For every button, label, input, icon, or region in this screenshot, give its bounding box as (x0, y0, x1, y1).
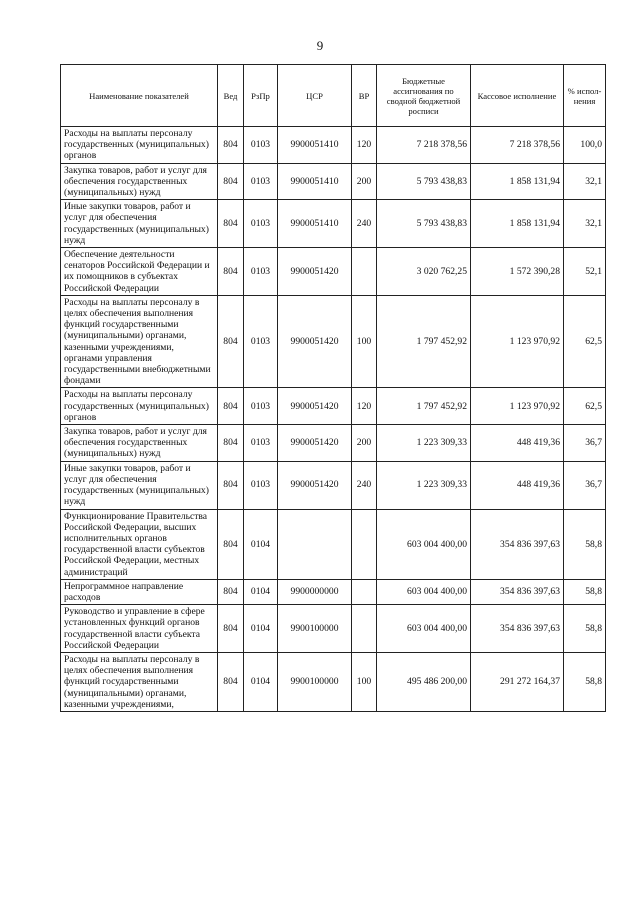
header-percent: % испол-нения (564, 65, 606, 127)
table-row (61, 200, 606, 248)
cell-rzpr: 0104 (244, 579, 278, 604)
cell-cash: 1 572 390,28 (471, 248, 564, 296)
cell-rzpr: 0103 (244, 127, 278, 164)
cell-budget: 1 797 452,92 (377, 295, 471, 388)
cell-vr: 120 (352, 127, 377, 164)
cell-ved: 804 (218, 295, 244, 388)
cell-name: Обеспечение деятельности сенаторов Российской Федерации и их помощников в субъектах Российской Федерации (61, 248, 218, 296)
cell-csr: 9900100000 (278, 605, 352, 653)
cell-csr: 9900051420 (278, 461, 352, 509)
cell-vr: 240 (352, 461, 377, 509)
cell-name: Расходы на выплаты персоналу государственных (муниципальных) органов (61, 388, 218, 425)
header-csr: ЦСР (278, 65, 352, 127)
cell-percent: 36,7 (564, 425, 606, 462)
cell-cash: 291 272 164,37 (471, 652, 564, 711)
cell-csr: 9900000000 (278, 579, 352, 604)
cell-ved: 804 (218, 127, 244, 164)
cell-budget: 1 223 309,33 (377, 425, 471, 462)
cell-rzpr: 0104 (244, 509, 278, 579)
cell-vr: 200 (352, 163, 377, 200)
cell-name: Иные закупки товаров, работ и услуг для обеспечения государственных (муниципальных) нужд (61, 461, 218, 509)
table-row (61, 295, 606, 388)
page-number: 9 (316, 38, 324, 53)
table-row (61, 461, 606, 509)
cell-cash: 448 419,36 (471, 425, 564, 462)
cell-cash: 1 123 970,92 (471, 295, 564, 388)
table-row (61, 127, 606, 164)
cell-rzpr: 0103 (244, 425, 278, 462)
cell-budget: 7 218 378,56 (377, 127, 471, 164)
cell-csr: 9900051410 (278, 127, 352, 164)
cell-ved: 804 (218, 461, 244, 509)
header-vr: ВР (352, 65, 377, 127)
cell-name: Закупка товаров, работ и услуг для обеспечения государственных (муниципальных) нужд (61, 425, 218, 462)
cell-ved: 804 (218, 163, 244, 200)
header-ved: Вед (218, 65, 244, 127)
cell-cash: 354 836 397,63 (471, 605, 564, 653)
cell-budget: 603 004 400,00 (377, 509, 471, 579)
table-row (61, 509, 606, 579)
cell-rzpr: 0103 (244, 295, 278, 388)
header-name: Наименование показателей (61, 65, 218, 127)
cell-percent: 58,8 (564, 509, 606, 579)
cell-name: Закупка товаров, работ и услуг для обеспечения государственных (муниципальных) нужд (61, 163, 218, 200)
cell-csr: 9900051420 (278, 425, 352, 462)
cell-ved: 804 (218, 425, 244, 462)
header-cash: Кассовое исполнение (471, 65, 564, 127)
cell-cash: 1 858 131,94 (471, 163, 564, 200)
cell-name: Функционирование Правительства Российской Федерации, высших исполнительных органов государственной власти субъектов Российской Федерации, местных администраций (61, 509, 218, 579)
cell-percent: 58,8 (564, 579, 606, 604)
cell-vr: 100 (352, 295, 377, 388)
cell-budget: 1 797 452,92 (377, 388, 471, 425)
cell-budget: 1 223 309,33 (377, 461, 471, 509)
cell-csr: 9900051410 (278, 163, 352, 200)
cell-vr: 240 (352, 200, 377, 248)
cell-rzpr: 0103 (244, 248, 278, 296)
cell-cash: 1 858 131,94 (471, 200, 564, 248)
cell-vr (352, 509, 377, 579)
cell-vr (352, 579, 377, 604)
cell-percent: 36,7 (564, 461, 606, 509)
cell-name: Расходы на выплаты персоналу в целях обеспечения выполнения функций государственными (муниципальными) органами, казенными учреждениями, (61, 652, 218, 711)
cell-rzpr: 0103 (244, 200, 278, 248)
cell-vr: 120 (352, 388, 377, 425)
cell-ved: 804 (218, 200, 244, 248)
table-row (61, 248, 606, 296)
table-row (61, 163, 606, 200)
cell-percent: 62,5 (564, 295, 606, 388)
cell-csr: 9900100000 (278, 652, 352, 711)
cell-name: Руководство и управление в сфере установленных функций органов государственной власти субъекта Российской Федерации (61, 605, 218, 653)
cell-budget: 495 486 200,00 (377, 652, 471, 711)
cell-percent: 58,8 (564, 605, 606, 653)
cell-percent: 58,8 (564, 652, 606, 711)
cell-budget: 603 004 400,00 (377, 605, 471, 653)
cell-ved: 804 (218, 579, 244, 604)
cell-ved: 804 (218, 605, 244, 653)
cell-budget: 5 793 438,83 (377, 200, 471, 248)
cell-budget: 5 793 438,83 (377, 163, 471, 200)
cell-cash: 7 218 378,56 (471, 127, 564, 164)
cell-name: Расходы на выплаты персоналу государственных (муниципальных) органов (61, 127, 218, 164)
cell-name: Непрограммное направление расходов (61, 579, 218, 604)
cell-rzpr: 0104 (244, 652, 278, 711)
cell-percent: 32,1 (564, 163, 606, 200)
cell-csr: 9900051420 (278, 388, 352, 425)
header-rzpr: РзПр (244, 65, 278, 127)
table-header-row (61, 65, 606, 127)
cell-csr: 9900051420 (278, 248, 352, 296)
cell-vr (352, 605, 377, 653)
cell-cash: 354 836 397,63 (471, 579, 564, 604)
cell-rzpr: 0103 (244, 388, 278, 425)
cell-percent: 52,1 (564, 248, 606, 296)
cell-cash: 354 836 397,63 (471, 509, 564, 579)
cell-csr: 9900051420 (278, 295, 352, 388)
cell-percent: 32,1 (564, 200, 606, 248)
cell-name: Иные закупки товаров, работ и услуг для обеспечения государственных (муниципальных) нужд (61, 200, 218, 248)
cell-ved: 804 (218, 509, 244, 579)
header-budget: Бюджетные ассигнования по сводной бюджетной росписи (377, 65, 471, 127)
cell-cash: 448 419,36 (471, 461, 564, 509)
cell-rzpr: 0104 (244, 605, 278, 653)
cell-rzpr: 0103 (244, 461, 278, 509)
cell-ved: 804 (218, 652, 244, 711)
cell-vr (352, 248, 377, 296)
table-row (61, 652, 606, 711)
cell-name: Расходы на выплаты персоналу в целях обеспечения выполнения функций государственными (муниципальными) органами, казенными учреждениями, органами управления государственными внебюджетными фондами (61, 295, 218, 388)
cell-budget: 603 004 400,00 (377, 579, 471, 604)
cell-vr: 100 (352, 652, 377, 711)
table-row (61, 388, 606, 425)
cell-cash: 1 123 970,92 (471, 388, 564, 425)
cell-rzpr: 0103 (244, 163, 278, 200)
cell-ved: 804 (218, 388, 244, 425)
cell-percent: 100,0 (564, 127, 606, 164)
cell-ved: 804 (218, 248, 244, 296)
cell-budget: 3 020 762,25 (377, 248, 471, 296)
cell-percent: 62,5 (564, 388, 606, 425)
table-row (61, 425, 606, 462)
table-row (61, 579, 606, 604)
table-row (61, 605, 606, 653)
cell-vr: 200 (352, 425, 377, 462)
budget-execution-table (60, 64, 606, 712)
cell-csr: 9900051410 (278, 200, 352, 248)
cell-csr (278, 509, 352, 579)
